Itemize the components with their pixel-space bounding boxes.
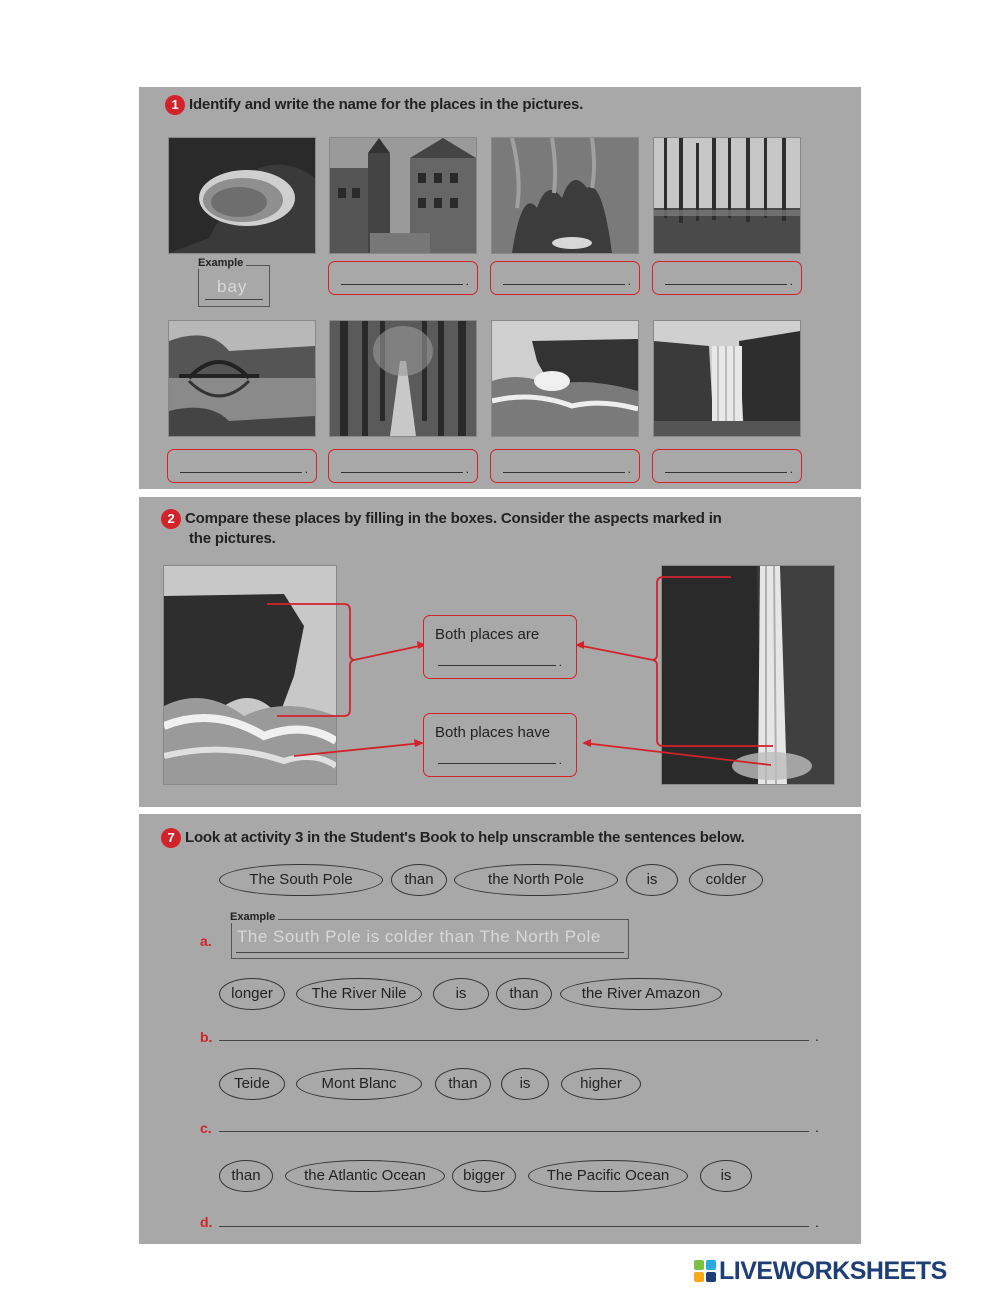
bay-photo <box>168 137 316 254</box>
answer-input-old-town[interactable]: . <box>328 261 478 295</box>
activity-number-badge: 1 <box>165 95 185 115</box>
old-town-street-photo <box>329 137 477 254</box>
word-chip[interactable]: The Pacific Ocean <box>528 1160 688 1192</box>
activity-7-instruction: Look at activity 3 in the Student's Book to help unscramble the sentences below. <box>185 829 745 846</box>
both-places-have-text: Both places have <box>435 724 551 741</box>
example-answer-box <box>198 257 270 307</box>
word-chip[interactable]: is <box>433 978 489 1010</box>
word-chip[interactable]: longer <box>219 978 285 1010</box>
both-places-have-box[interactable]: Both places have . <box>423 713 577 777</box>
word-chip[interactable]: the Atlantic Ocean <box>285 1160 445 1192</box>
word-chip[interactable]: Teide <box>219 1068 285 1100</box>
liveworksheets-logo <box>694 1255 947 1287</box>
waterfall-photo <box>653 320 801 437</box>
activity-1-panel <box>139 87 861 489</box>
answer-line-c[interactable] <box>219 1131 809 1132</box>
answer-line-d[interactable] <box>219 1226 809 1227</box>
activity-2-panel <box>139 497 861 807</box>
bridge-lake-photo <box>168 320 316 437</box>
word-chip[interactable]: Mont Blanc <box>296 1068 422 1100</box>
word-chip[interactable]: The South Pole <box>219 864 383 896</box>
forest-path-photo <box>329 320 477 437</box>
word-chip[interactable]: The River Nile <box>296 978 422 1010</box>
cave-photo <box>491 137 639 254</box>
both-places-are-box[interactable]: Both places are . <box>423 615 577 679</box>
both-places-are-text: Both places are <box>435 626 540 643</box>
answer-input-forest[interactable]: . <box>328 449 478 483</box>
word-chip[interactable]: bigger <box>452 1160 516 1192</box>
word-chip[interactable]: than <box>391 864 447 896</box>
word-chip[interactable]: than <box>219 1160 273 1192</box>
brand-name: LIVEWORKSHEETS <box>719 1256 947 1285</box>
activity-number-badge: 2 <box>161 509 181 529</box>
row-letter-d: d. <box>200 1214 213 1230</box>
example-sentence-text: The South Pole is colder than The North Pole <box>237 927 601 946</box>
answer-input-swamp[interactable]: . <box>652 261 802 295</box>
word-chip[interactable]: than <box>496 978 552 1010</box>
word-chip[interactable]: colder <box>689 864 763 896</box>
row-letter-a: a. <box>200 933 212 949</box>
answer-input-bridge[interactable]: . <box>167 449 317 483</box>
row-letter-b: b. <box>200 1029 213 1045</box>
activity-number-badge: 7 <box>161 828 181 848</box>
answer-line-b[interactable] <box>219 1040 809 1041</box>
swamp-photo <box>653 137 801 254</box>
word-chip[interactable]: is <box>700 1160 752 1192</box>
answer-input-cave[interactable]: . <box>490 261 640 295</box>
answer-input-cliff[interactable]: . <box>490 449 640 483</box>
activity-7-heading <box>161 828 745 848</box>
word-chip[interactable]: is <box>501 1068 549 1100</box>
word-chip[interactable]: the River Amazon <box>560 978 722 1010</box>
answer-input-waterfall[interactable]: . <box>652 449 802 483</box>
example-sentence-box <box>230 911 629 959</box>
activity-1-heading <box>165 95 583 115</box>
activity-7-panel: 7 Look at activity 3 in the Student's Book to help unscramble the sentences below. The South Pole than the North Pole is colder a. Example The South Pole is colder than The North Pole longer The River Nile is than the River Amazon b. . Teide Mont Blanc than is higher c. . than the Atlantic Ocean bigger The Pacific Ocean is d. . <box>139 814 861 1244</box>
row-letter-c: c. <box>200 1120 212 1136</box>
word-chip[interactable]: than <box>435 1068 491 1100</box>
word-chip[interactable]: is <box>626 864 678 896</box>
example-label: Example <box>195 257 246 269</box>
logo-icon <box>694 1260 716 1282</box>
activity-1-instruction: Identify and write the name for the places in the pictures. <box>189 96 584 113</box>
activity-2-instruction-line1: Compare these places by filling in the boxes. Consider the aspects marked in <box>185 510 722 527</box>
cliff-waves-photo <box>491 320 639 437</box>
word-chip[interactable]: higher <box>561 1068 641 1100</box>
example-label: Example <box>227 911 278 923</box>
example-answer-text: bay <box>217 277 248 296</box>
word-chip[interactable]: the North Pole <box>454 864 618 896</box>
activity-2-instruction-line2: the pictures. <box>189 530 276 547</box>
